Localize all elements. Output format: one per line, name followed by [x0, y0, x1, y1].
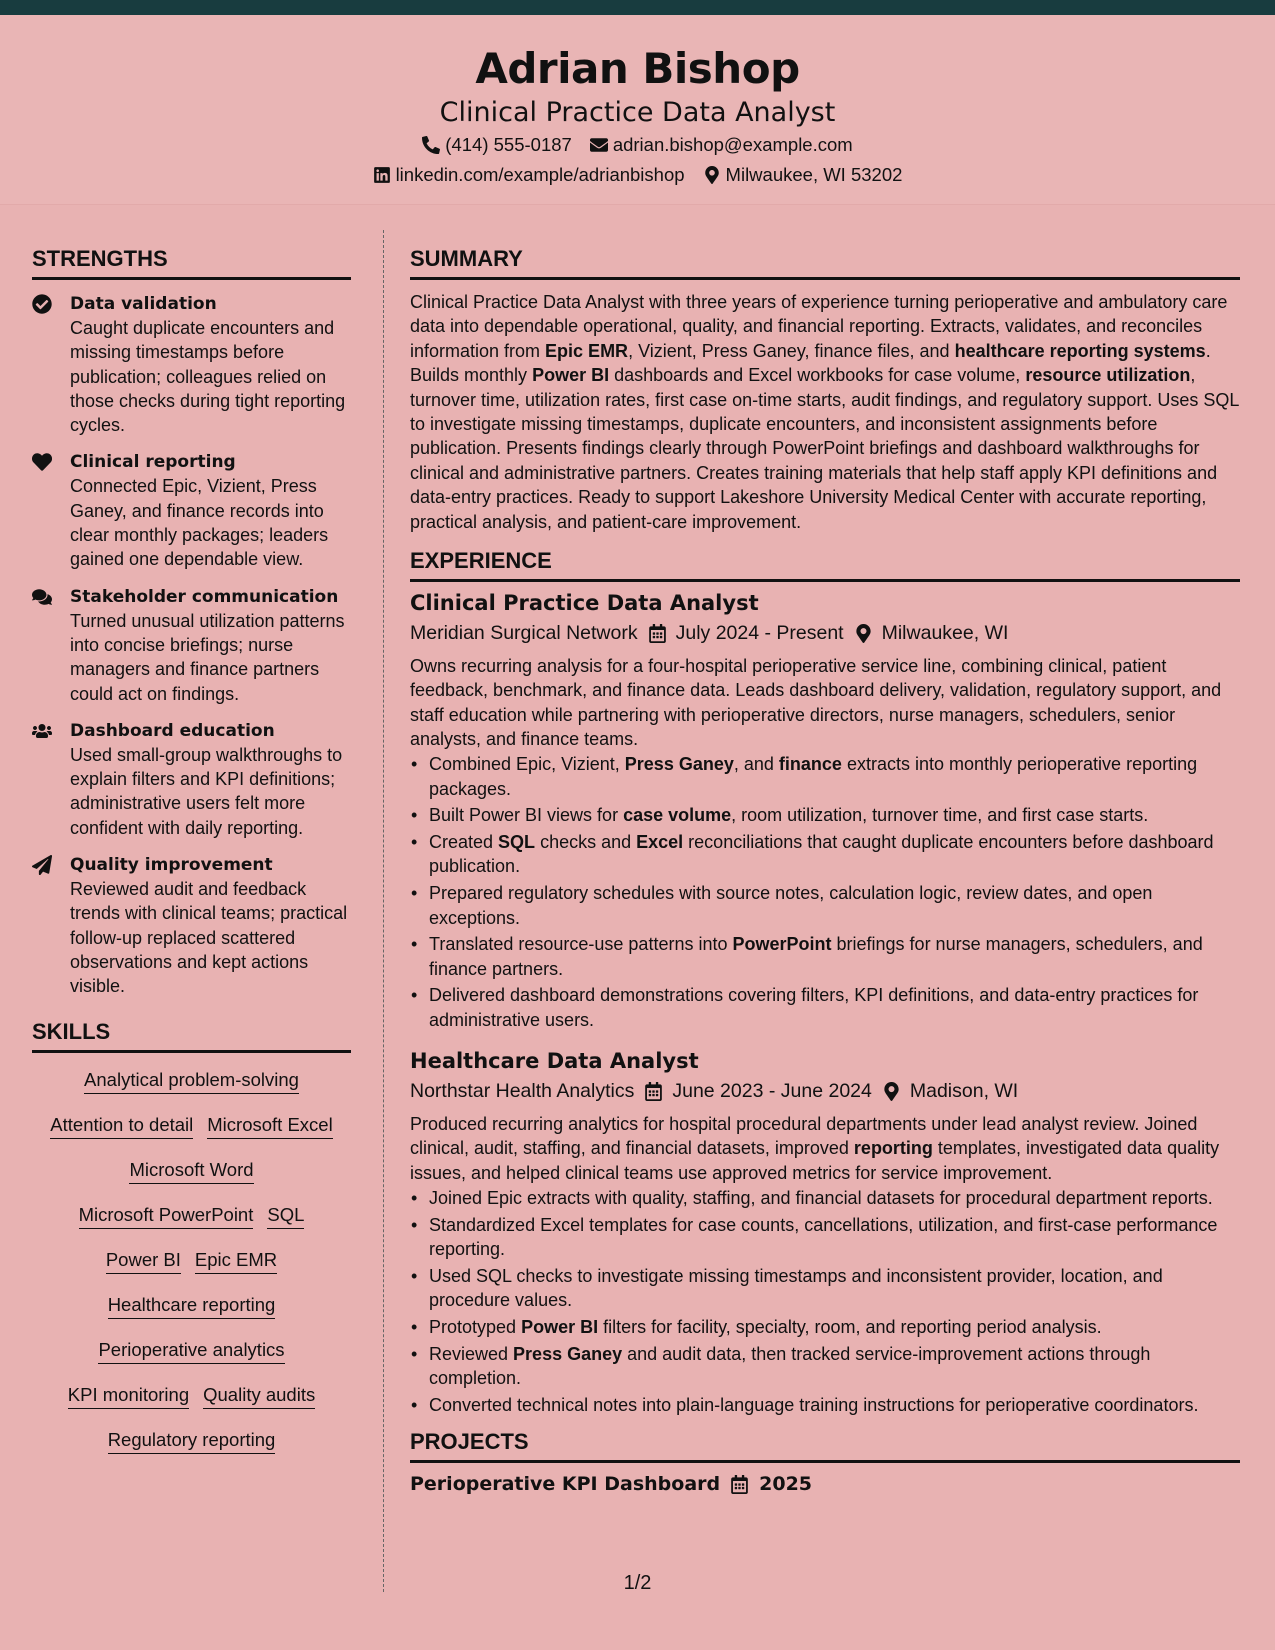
job-company: Northstar Health Analytics: [410, 1080, 635, 1103]
page-number: 1/2: [623, 1572, 652, 1594]
job-location-wrap: [854, 618, 1009, 648]
job-entry: [410, 588, 1240, 1032]
location-contact: [703, 160, 903, 190]
strength-title: Data validation: [70, 294, 217, 314]
phone-contact: [422, 130, 572, 160]
column-divider: [383, 230, 384, 1592]
skill-tag: Perioperative analytics: [98, 1337, 284, 1364]
job-meta: [410, 1076, 1240, 1106]
job-bullets: [410, 752, 1240, 1032]
skill-tag: Analytical problem-solving: [84, 1067, 299, 1094]
paper-plane-icon: [32, 855, 52, 875]
project-date: 2025: [759, 1473, 813, 1496]
project-entry: [410, 1469, 1240, 1499]
map-marker-icon: [882, 1082, 901, 1101]
strength-desc: Turned unusual utilization patterns into concise briefings; nurse managers and finance partners could act on findings.: [70, 610, 345, 704]
bold-term: Excel: [636, 832, 684, 853]
calendar-icon: [648, 624, 667, 643]
projects-list: [410, 1469, 1240, 1499]
job-bullet: • Translated resource-use patterns into PowerPoint briefings for nurse managers, schedulers, and finance partners.: [410, 932, 1240, 981]
job-description: Owns recurring analysis for a four-hospital perioperative service line, combining clinical, patient feedback, benchmark, and finance data. Leads dashboard delivery, validation, regulatory support, and staff education while partnering with perioperative directors, nurse managers, schedulers, senior analysts, and finance teams.: [410, 656, 1222, 749]
phone-icon: [422, 136, 440, 154]
strengths-list: [32, 290, 351, 999]
calendar-icon: [644, 1082, 663, 1101]
candidate-title: Clinical Practice Data Analyst: [439, 97, 836, 128]
users-icon: [32, 721, 52, 741]
job-location-wrap: [882, 1076, 1018, 1106]
skill-row: [32, 1067, 351, 1095]
job-bullet: • Created SQL checks and Excel reconciliations that caught duplicate encounters before dashboard publication.: [410, 830, 1240, 879]
bold-term: SQL: [498, 832, 536, 853]
skill-tag: SQL: [267, 1202, 304, 1229]
bold-term: Press Ganey: [624, 754, 734, 775]
projects-heading: PROJECTS: [410, 1429, 1240, 1463]
strength-item: [32, 585, 351, 706]
strength-title: Dashboard education: [70, 720, 275, 741]
envelope-icon: [590, 136, 608, 154]
skill-tag: Microsoft PowerPoint: [79, 1202, 254, 1229]
job-bullet: • Built Power BI views for case volume, room utilization, turnover time, and first case starts.: [410, 803, 1240, 827]
summary-text: Clinical Practice Data Analyst with three years of experience turning perioperative and ambulatory care data into dependable operational, quality, and financial reporting. Extracts, validates, and reconciles information from Epic EMR, Vizient, Press Ganey, finance files, and healthcare reporting systems. Builds monthly Power BI dashboards and Excel workbooks for case volume, resource utilization, turnover time, utilization rates, first case on-time starts, audit findings, and regulatory support. Uses SQL to investigate missing timestamps, duplicate encounters, and inconsistent assignments before publication. Presents findings clearly through PowerPoint briefings and dashboard walkthroughs for clinical and administrative partners. Creates training materials that help staff apply KPI definitions and data-entry practices. Ready to support Lakeshore University Medical Center with accurate reporting, practical analysis, and patient-care improvement.: [410, 292, 1239, 532]
strength-item: [32, 450, 351, 571]
strength-icon-wrap: [32, 719, 56, 840]
strength-icon-wrap: [32, 853, 56, 998]
job-entry: [410, 1046, 1240, 1417]
heart-icon: [32, 452, 52, 472]
strength-item: [32, 292, 351, 437]
job-bullet: • Joined Epic extracts with quality, staffing, and financial datasets for procedural department reports.: [410, 1186, 1240, 1210]
strength-desc: Caught duplicate encounters and missing timestamps before publication; colleagues relied on those checks during tight reporting cycles.: [70, 318, 346, 436]
bold-term: reporting: [853, 1138, 933, 1159]
bold-term: healthcare reporting systems: [954, 340, 1206, 361]
check-circle-icon: [32, 294, 52, 314]
job-meta: [410, 618, 1240, 648]
job-bullets: [410, 1186, 1240, 1417]
strength-title: Clinical reporting: [70, 452, 236, 473]
strengths-heading: STRENGTHS: [32, 246, 351, 280]
bold-term: finance: [778, 754, 842, 775]
job-title: Healthcare Data Analyst: [410, 1049, 699, 1074]
bold-term: resource utilization: [1025, 365, 1191, 386]
bold-term: Epic EMR: [545, 340, 629, 361]
experience-heading: EXPERIENCE: [410, 548, 1240, 582]
skill-tag: Power BI: [106, 1247, 181, 1274]
right-column: [410, 246, 1240, 1499]
strength-desc: Used small-group walkthroughs to explain filters and KPI definitions; administrative users felt more confident with daily reporting.: [70, 744, 343, 838]
bold-term: Press Ganey: [513, 1343, 623, 1364]
skill-tag: Quality audits: [203, 1382, 315, 1409]
left-column: [32, 246, 351, 1472]
location-text: Milwaukee, WI 53202: [725, 164, 903, 185]
skill-tag: Attention to detail: [50, 1112, 193, 1139]
strength-title: Stakeholder communication: [70, 586, 339, 607]
job-location: Madison, WI: [909, 1080, 1019, 1103]
skill-row: [32, 1202, 351, 1230]
bold-term: PowerPoint: [732, 934, 832, 955]
job-bullet: • Delivered dashboard demonstrations covering filters, KPI definitions, and data-entry practices for administrative users.: [410, 983, 1240, 1032]
strength-icon-wrap: [32, 585, 56, 706]
linkedin-contact[interactable]: [373, 160, 685, 190]
contact-row-2: [0, 160, 1275, 190]
summary-heading: SUMMARY: [410, 246, 1240, 280]
skill-row: [32, 1292, 351, 1320]
email-address: adrian.bishop@example.com: [612, 134, 853, 155]
skill-row: [32, 1382, 351, 1410]
linkedin-url: linkedin.com/example/adrianbishop: [395, 164, 685, 185]
skill-row: [32, 1157, 351, 1185]
skill-tag: Microsoft Word: [129, 1157, 253, 1184]
strength-desc: Connected Epic, Vizient, Press Ganey, and finance records into clear monthly packages; leaders gained one dependable view.: [70, 476, 329, 570]
skill-row: [32, 1337, 351, 1365]
strength-desc: Reviewed audit and feedback trends with clinical teams; practical follow-up replaced scattered observations and kept actions visible.: [70, 879, 348, 997]
job-title: Clinical Practice Data Analyst: [410, 591, 759, 616]
linkedin-icon: [373, 166, 391, 184]
job-dates: June 2023 - June 2024: [672, 1080, 872, 1103]
skills-list: [32, 1063, 351, 1455]
bold-term: case volume: [623, 805, 732, 826]
experience-list: [410, 588, 1240, 1417]
job-bullet: • Used SQL checks to investigate missing timestamps and inconsistent provider, location, and procedure values.: [410, 1264, 1240, 1313]
job-bullet: • Standardized Excel templates for case counts, cancellations, utilization, and first-case performance reporting.: [410, 1213, 1240, 1262]
job-dates-wrap: [644, 1076, 872, 1106]
strength-item: [32, 719, 351, 840]
skill-tag: KPI monitoring: [68, 1382, 189, 1409]
skill-row: [32, 1247, 351, 1275]
map-marker-icon: [703, 166, 721, 184]
strength-item: [32, 853, 351, 998]
email-contact[interactable]: [590, 130, 853, 160]
job-bullet: • Reviewed Press Ganey and audit data, then tracked service-improvement actions through completion.: [410, 1342, 1240, 1391]
bold-term: Power BI: [521, 1316, 599, 1337]
job-bullet: • Converted technical notes into plain-language training instructions for perioperative coordinators.: [410, 1393, 1240, 1417]
map-marker-icon: [854, 624, 873, 643]
job-bullet: • Prototyped Power BI filters for facility, specialty, room, and reporting period analysis.: [410, 1315, 1240, 1339]
skill-row: [32, 1427, 351, 1455]
contact-row-1: [0, 130, 1275, 160]
job-company: Meridian Surgical Network: [410, 622, 638, 645]
skill-tag: Microsoft Excel: [207, 1112, 332, 1139]
job-dates-wrap: [648, 618, 844, 648]
bold-term: Power BI: [532, 365, 610, 386]
strength-icon-wrap: [32, 450, 56, 571]
strength-title: Quality improvement: [70, 855, 273, 876]
calendar-icon: [730, 1475, 749, 1494]
job-bullet: • Combined Epic, Vizient, Press Ganey, and finance extracts into monthly perioperative reporting packages.: [410, 752, 1240, 801]
skill-tag: Healthcare reporting: [108, 1292, 276, 1319]
skill-tag: Regulatory reporting: [108, 1427, 276, 1454]
candidate-name: Adrian Bishop: [475, 44, 800, 93]
strength-icon-wrap: [32, 292, 56, 437]
skill-row: [32, 1112, 351, 1140]
comments-icon: [32, 587, 52, 607]
skills-heading: SKILLS: [32, 1019, 351, 1053]
phone-number: (414) 555-0187: [445, 134, 572, 155]
job-description: Produced recurring analytics for hospital procedural departments under lead analyst review. Joined clinical, audit, staffing, and financial datasets, improved reporting templates, investigated data quality issues, and helped clinical teams use approved metrics for service improvement.: [410, 1114, 1220, 1183]
job-location: Milwaukee, WI: [881, 622, 1009, 645]
skill-tag: Epic EMR: [195, 1247, 277, 1274]
resume-header: [0, 15, 1275, 205]
job-bullet: • Prepared regulatory schedules with source notes, calculation logic, review dates, and open exceptions.: [410, 881, 1240, 930]
top-color-bar: [0, 0, 1275, 15]
project-title: Perioperative KPI Dashboard: [410, 1473, 721, 1496]
job-dates: July 2024 - Present: [675, 622, 844, 645]
